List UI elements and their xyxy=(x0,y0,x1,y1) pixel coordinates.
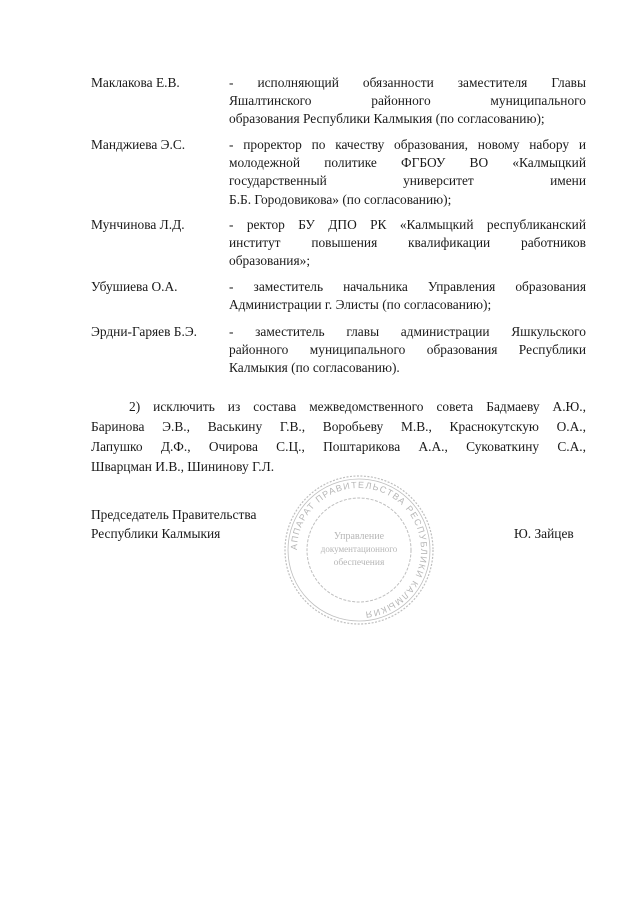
signer-name: Ю. Зайцев xyxy=(514,526,574,541)
member-name: Убушиева О.А. xyxy=(91,279,178,294)
stamp-center-line: документационного xyxy=(320,544,398,554)
position-line: государственный университет имени xyxy=(229,173,586,189)
position-line: образования»; xyxy=(229,253,311,269)
member-position xyxy=(229,136,586,209)
member-name: Эрдни-Гаряев Б.Э. xyxy=(91,324,198,339)
position-line: Б.Б. Городовикова» (по согласованию); xyxy=(229,191,452,207)
member-position xyxy=(229,278,586,314)
position-line: Калмыкия (по согласованию). xyxy=(229,360,400,376)
signer-title xyxy=(91,505,256,543)
exclusion-paragraph xyxy=(91,397,586,477)
paragraph-line: Баринова Э.В., Васькину Г.В., Воробьеву М.В., Краснокутскую О.А., xyxy=(91,419,586,434)
member-name: Мунчинова Л.Д. xyxy=(91,217,185,232)
member-position xyxy=(229,216,586,271)
position-line: образования Республики Калмыкия (по согласованию); xyxy=(229,111,545,127)
position-line: Яшалтинского районного муниципального xyxy=(229,93,586,109)
position-line: - проректор по качеству образования, новому набору и xyxy=(229,137,586,152)
position-line: - заместитель главы администрации Яшкульского xyxy=(229,324,586,339)
paragraph-line: Шварцман И.В., Шининову Г.Л. xyxy=(91,459,275,474)
member-position xyxy=(229,323,586,378)
member-position xyxy=(229,74,586,129)
signer-title-line: Председатель Правительства xyxy=(91,507,257,522)
official-stamp xyxy=(282,473,436,627)
position-line: молодежной политике ФГБОУ ВО «Калмыцкий xyxy=(229,155,586,171)
signer-title-line: Республики Калмыкия xyxy=(91,526,221,541)
position-line: институт повышения квалификации работников xyxy=(229,235,586,251)
position-line: - заместитель начальника Управления образования xyxy=(229,279,586,294)
stamp-center-line: обеспечения xyxy=(333,558,385,568)
position-line: - исполняющий обязанности заместителя Главы xyxy=(229,75,586,90)
position-line: районного муниципального образования Республики xyxy=(229,342,586,358)
position-line: Администрации г. Элисты (по согласованию); xyxy=(229,297,492,313)
paragraph-line: 2) исключить из состава межведомственного совета Бадмаеву А.Ю., xyxy=(129,399,586,414)
stamp-ring-text: АППАРАТ ПРАВИТЕЛЬСТВА РЕСПУБЛИКИ КАЛМЫКИЯ xyxy=(288,479,430,620)
stamp-center-line: Управление xyxy=(333,531,385,542)
member-name: Манджиева Э.С. xyxy=(91,137,186,152)
paragraph-line: Лапушко Д.Ф., Очирова С.Ц., Поштарикова А.А., Суковаткину С.А., xyxy=(91,439,586,454)
member-name: Маклакова Е.В. xyxy=(91,75,180,90)
position-line: - ректор БУ ДПО РК «Калмыцкий республиканский xyxy=(229,217,586,232)
